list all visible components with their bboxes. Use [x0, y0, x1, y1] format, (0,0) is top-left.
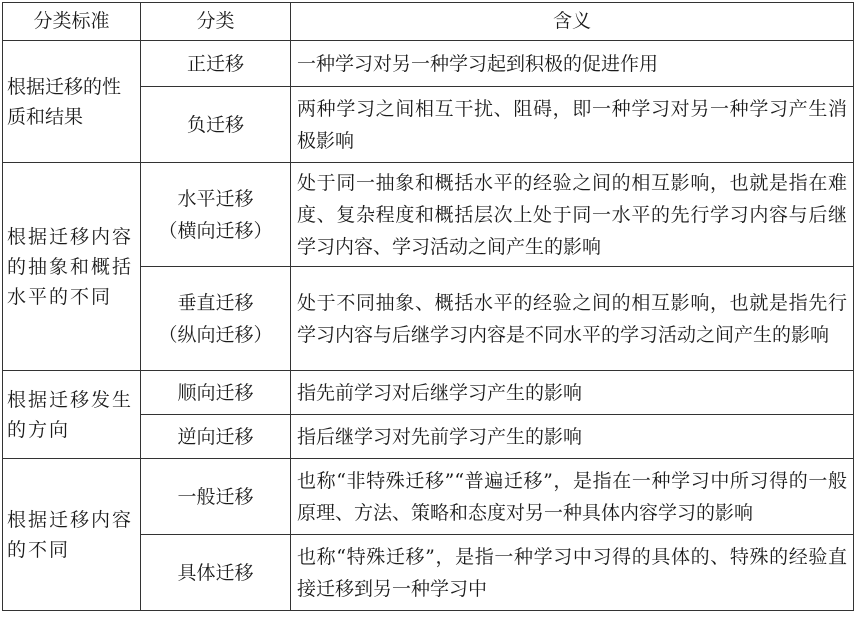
meaning-cell: 指后继学习对先前学习产生的影响 — [291, 415, 854, 459]
type-sublabel: （纵向迁移） — [158, 323, 273, 346]
type-cell — [141, 163, 291, 267]
type-cell: 一般迁移 — [141, 459, 291, 535]
table-row — [3, 459, 854, 535]
type-cell — [141, 267, 291, 371]
type-cell: 具体迁移 — [141, 535, 291, 611]
meaning-cell: 指先前学习对后继学习产生的影响 — [291, 371, 854, 415]
criterion-cell: 根据迁移内容的不同 — [3, 459, 141, 611]
criterion-cell: 根据迁移的性质和结果 — [3, 41, 141, 163]
meaning-cell: 处于不同抽象、概括水平的经验之间的相互影响，也就是指先行学习内容与后继学习内容是不同水平的学习活动之间产生的影响 — [291, 267, 854, 371]
type-sublabel: （横向迁移） — [158, 219, 273, 242]
type-cell: 正迁移 — [141, 41, 291, 87]
type-cell: 顺向迁移 — [141, 371, 291, 415]
table-row — [3, 163, 854, 267]
meaning-cell: 也称“非特殊迁移”“普遍迁移”，是指在一种学习中所习得的一般原理、方法、策略和态度对另一种具体内容学习的影响 — [291, 459, 854, 535]
header-row — [3, 3, 854, 41]
table-row — [3, 41, 854, 87]
type-label: 垂直迁移 — [177, 291, 254, 314]
meaning-cell: 也称“特殊迁移”，是指一种学习中习得的具体的、特殊的经验直接迁移到另一种学习中 — [291, 535, 854, 611]
meaning-cell: 两种学习之间相互干扰、阻碍，即一种学习对另一种学习产生消极影响 — [291, 87, 854, 163]
type-cell: 逆向迁移 — [141, 415, 291, 459]
header-meaning: 含义 — [291, 3, 854, 41]
table-row — [3, 371, 854, 415]
type-cell: 负迁移 — [141, 87, 291, 163]
transfer-classification-table — [2, 2, 854, 611]
criterion-cell: 根据迁移发生的方向 — [3, 371, 141, 459]
meaning-cell: 一种学习对另一种学习起到积极的促进作用 — [291, 41, 854, 87]
meaning-cell: 处于同一抽象和概括水平的经验之间的相互影响，也就是指在难度、复杂程度和概括层次上处于同一水平的先行学习内容与后继学习内容、学习活动之间产生的影响 — [291, 163, 854, 267]
header-criterion: 分类标准 — [3, 3, 141, 41]
header-type: 分类 — [141, 3, 291, 41]
criterion-cell: 根据迁移内容的抽象和概括水平的不同 — [3, 163, 141, 371]
type-label: 水平迁移 — [177, 187, 254, 210]
